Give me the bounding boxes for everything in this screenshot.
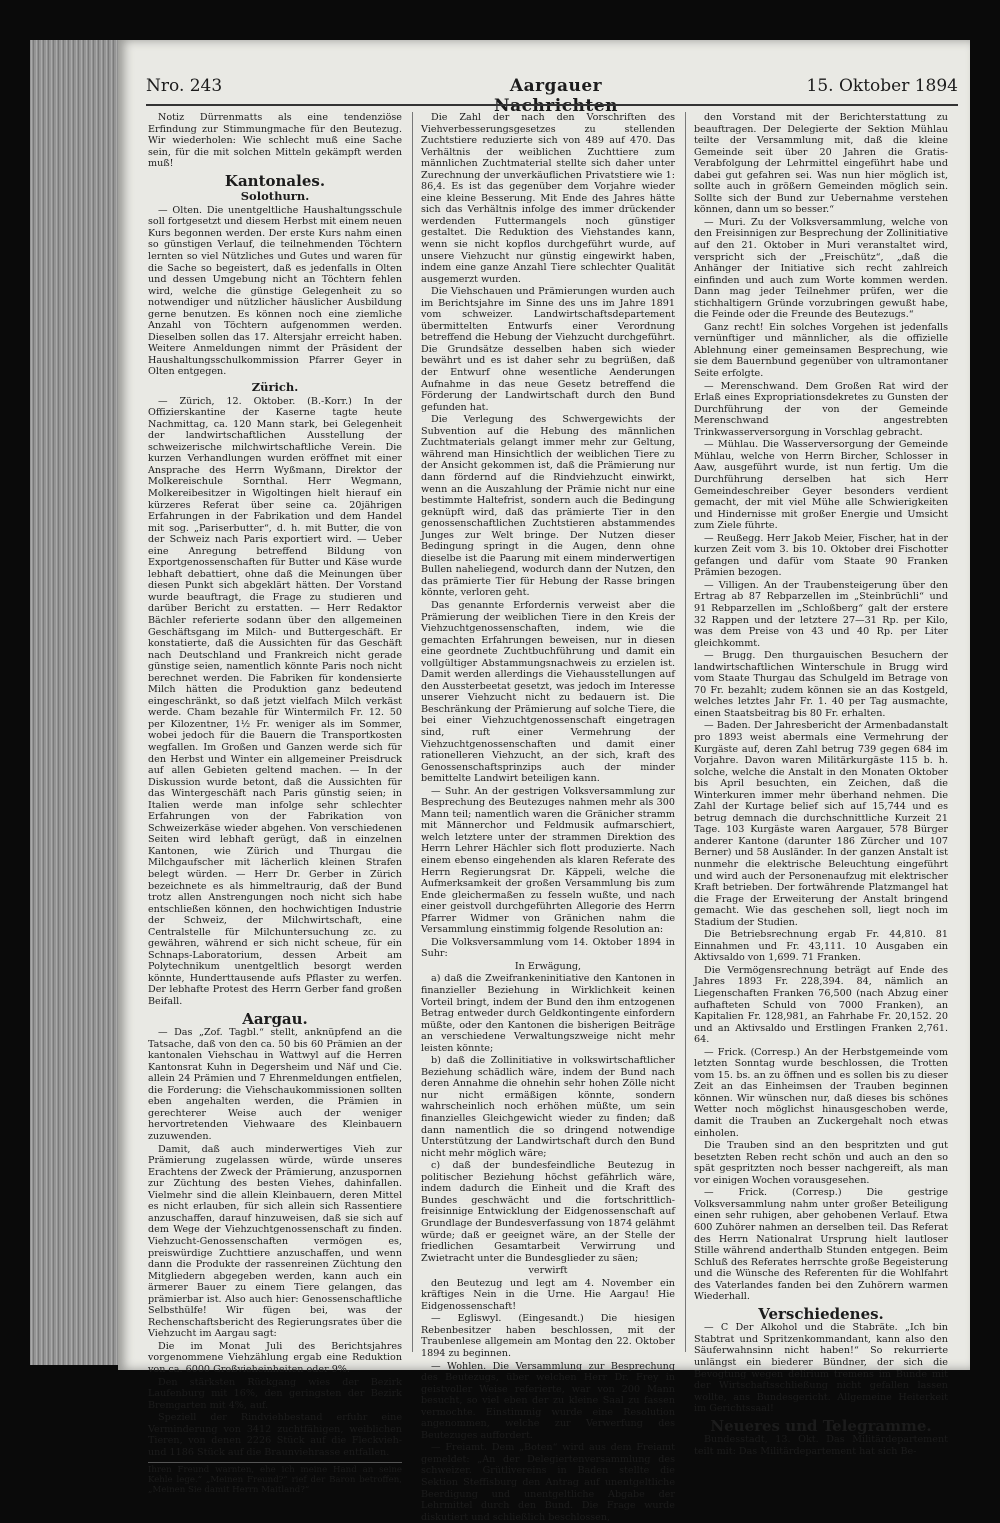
article-paragraph: — Reußegg. Herr Jakob Meier, Fischer, hat in der kurzen Zeit vom 3. bis 10. Oktober drei Fischotter gefangen und dafür vom Staate 90 Franken Prämien bezogen. <box>694 532 948 579</box>
article-paragraph: den Beutezug und legt am 4. November ein kräftiges Nein in die Urne. Hie Aargau! Hie Eidgenossenschaft! <box>421 1277 675 1312</box>
section-heading: Kantonales. <box>224 171 326 190</box>
article-paragraph: Speziell der Rindviehbestand erfuhr eine Verminderung von 3412 zuchtfähigen, weiblichen Tieren, von denen 2226 Stück auf die Fleckvieh- und 1186 Stück auf die Braunviehrasse entfallen. <box>148 1412 402 1458</box>
centered-line: verwirft <box>528 1265 568 1277</box>
masthead-title: Aargauer Nachrichten <box>494 76 618 116</box>
article-paragraph: Die Betriebsrechnung ergab Fr. 44,810. 81 Einnahmen und Fr. 43,111. 10 Ausgaben ein Aktivsaldo von 1,699. 71 Franken. <box>694 929 948 964</box>
article-paragraph: Die Volksversammlung vom 14. Oktober 1894 in Suhr: <box>421 936 675 960</box>
article-paragraph: Bundesstadt, 13. Okt. Das Militärdepartement teilt mit: Das Militärdepartement hat sich Be- <box>694 1434 948 1457</box>
section-heading: Aargau. <box>242 1009 308 1028</box>
article-paragraph: Die Trauben sind an den bespritzten und gut besetzten Reben recht schön und auch an den so spät gespritzten noch besser nachgereift, als man vor einigen Wochen vorausgesehen. <box>694 1140 948 1186</box>
article-paragraph: — Olten. Die unentgeltliche Haushaltungsschule soll fortgesetzt und diesem Herbst mit einem neuen Kurs begonnen werden. Der erste Kurs nahm einen so günstigen Verlauf, die teilnehmenden Töchtern lernten so viel Nützliches und Gutes und waren für die Sache so begeistert, daß es jedenfalls in Olten und dessen Umgebung nicht an Töchtern fehlen wird, welche die günstige Gelegenheit zu so notwendiger und nützlicher häuslicher Ausbildung gerne benutzen. Es können noch eine ziemliche Anzahl von Töchtern aufgenommen werden. Dieselben sollen das 17. Altersjahr erreicht haben. Weitere Anmeldungen nimmt der Präsident der Haushaltungsschulkommission Pfarrer Geyer in Olten entgegen. <box>148 204 402 378</box>
article-paragraph: — Merenschwand. Dem Großen Rat wird der Erlaß eines Expropriationsdekretes zu Gunsten der Durchführung der von der Gemeinde Merenschwand angestrebten Trinkwasserversorgung in Vorschlag gebracht. <box>694 380 948 438</box>
subsection-heading: Zürich. <box>251 380 299 395</box>
article-paragraph: Den stärksten Rückgang wies der Bezirk Laufenburg mit 16%, den geringsten der Bezirk Bremgarten mit 4%, auf. <box>148 1376 402 1411</box>
article-paragraph: — Frick. (Corresp.) An der Herbstgemeinde vom letzten Sonntag wurde beschlossen, die Trotten vom 15. bs. an zu öffnen und es sollen bis zu dieser Zeit an das Einheimsen der Trauben beginnen können. Wir wünschen nur, daß dieses bis schönes Wetter noch möglichst hinausgeschoben werde, damit die Trauben an Zuckergehalt noch etwas einholen. <box>694 1046 948 1139</box>
article-paragraph: — C Der Alkohol und die Stabräte. „Ich bin Stabtrat und Spritzenkommandant, kann also den Säuferwahnsinn nicht haben!“ So rekurrierte unlängst ein biederer Bündner, der sich die Bevogtung wegen delirium tremens im Bunde mit der Wirtschaftsschließung nicht gefallen lassen wollte, ans Bundesgericht. Allgemeine Heiterkeit im Gerichtssaal! <box>694 1322 948 1415</box>
newspaper-page <box>118 40 970 1523</box>
article-paragraph: — Villigen. An der Traubensteigerung über den Ertrag ab 87 Rebparzellen im „Steinbrüchli“ und 91 Rebparzellen im „Schloßberg“ galt der erstere 32 Rappen und der letztere 27—31 Rp. per Kilo, was dem Preise von 43 und 40 Rp. per Liter gleichkommt. <box>694 579 948 649</box>
article-paragraph: den Vorstand mit der Berichterstattung zu beauftragen. Der Delegierte der Sektion Mühlau teilte der Versammlung mit, daß die kleine Gemeinde seit über 20 Jahren die Gratis-Verabfolgung der Lehrmittel eingeführt habe und dabei gut gefahren sei. Was nun hier möglich ist, sollte auch in größern Gemeinden möglich sein. Sollte sich der Bund zur Uebernahme verstehen können, dann um so besser.“ <box>694 112 948 216</box>
article-paragraph: — Zürich, 12. Oktober. (B.-Korr.) In der Offizierskantine der Kaserne tagte heute Nachmittag, ca. 120 Mann stark, bei Gelegenheit der landwirtschaftlichen Ausstellung der schweizerische milchwirtschaftliche Verein. Die kurzen Verhandlungen wurden eröffnet mit einer Ansprache des Herrn Wyßmann, Direktor der Molkereischule Sornthal. Herr Wegmann, Molkereibesitzer in Wigoltingen hielt hierauf ein kürzeres Referat über seine ca. 20jährigen Erfahrungen in der Fabrikation und dem Handel mit sog. „Pariserbutter“, d. h. mit Butter, die von der Schweiz nach Paris exportiert wird. — Ueber eine Anregung betreffend Bildung von Exportgenossenschaften für Butter und Käse wurde lebhaft debattiert, ohne daß die Meinungen über diesen Punkt sich abgeklärt hätten. Der Vorstand wurde beauftragt, die Frage zu studieren und darüber Bericht zu erstatten. — Herr Redaktor Bächler referierte sodann über den allgemeinen Geschäftsgang im Milch- und Buttergeschäft. Er konstatierte, daß die Aussichten für das Geschäft nach Deutschland und Frankreich nicht gerade günstige seien, namentlich könnte Paris noch nicht berechnet werden. Die Fabriken für kondensierte Milch hätten die Produktion ganz bedeutend eingeschränkt, so daß jetzt vielfach Milch verkäst werde. Cham bezahle für Wintermilch Fr. 12. 50 per Kilozentner, 1½ Fr. weniger als im Sommer, wobei jedoch für die Bauern die Transportkosten wegfallen. Im Großen und Ganzen werde sich für den Herbst und Winter ein allgemeiner Preisdruck auf allen Gebieten geltend machen. — In der Diskussion wurde betont, daß die Aussichten für das Wintergeschäft nach Paris günstig seien; in Italien werde man infolge sehr schlechter Erfahrungen von der Fabrikation von Schweizerkäse wieder abgehen. Von verschiedenen Seiten wird lebhaft gerügt, daß in einzelnen Kantonen, wie Zürich und Thurgau die Milchgaufscher mit lächerlich kleinen Strafen belegt würden. — Herr Dr. Gerber in Zürich bezeichnete es als himmeltraurig, daß der Bund trotz allen Anstrengungen noch nicht sich habe entschließen können, den hochwichtigen Industrie der Schweiz, der Milchwirtschaft, eine Centralstelle für Milchuntersuchung zc. zu gewähren, während er sich nicht scheue, für ein Schnaps-Laboratorium, dessen Arbeit am Polytechnikum unentgeltlich besorgt werden könnte, Hunderttausende aufs Pflaster zu werfen. Der lebhafte Protest des Herrn Gerber fand großen Beifall. <box>148 395 402 1008</box>
article-paragraph: Die im Monat Juli des Berichtsjahres vorgenommene Viehzählung ergab eine Reduktion von ca. 6000 Großvieheinheiten oder 9%. <box>148 1340 402 1375</box>
article-paragraph: Das genannte Erfordernis verweist aber die Prämierung der weiblichen Tiere in den Kreis der Viehzuchtgenossenschaften, indem, wie die gemachten Erfahrungen beweisen, nur in diesen eine geordnete Zuchtbuchführung und damit ein vollgültiger Abstammungsnachweis zu erzielen ist. Damit werden allerdings die Viehausstellungen auf den Aussterbeetat gesetzt, was jedoch im Interesse unserer Viehzucht nicht zu bedauern ist. Die Beschränkung der Prämierung auf solche Tiere, die bei einer Viehzuchtgenossenschaft eingetragen sind, ruft einer Vermehrung der Viehzuchtgenossenschaften und damit einer rationelleren Viehzucht, an der sich, kraft des Genossenschaftsprinzips auch der minder bemittelte Landwirt beteiligen kann. <box>421 599 675 785</box>
footnote-text: Ihren Freund warnten, ehe ich meine Hand an seine Kehle lege.“ „Meinen Freund?“ rief der Baron betroffen, „Meinen Sie damit Herrn Maitland?“ <box>148 1465 402 1496</box>
feuilleton-footnote <box>148 1462 402 1495</box>
article-paragraph: c) daß der bundesfeindliche Beutezug in politischer Beziehung höchst gefährlich wäre, indem dadurch die Einheit und die Kraft des Bundes geschwächt und die fortschrittlich-freisinnige Entwicklung der Eidgenossenschaft auf Grundlage der Bundesverfassung von 1874 gelähmt würde; daß er geeignet wäre, an der Stelle der friedlichen Gesamtarbeit Verwirrung und Zwietracht unter die Bundesglieder zu säen; <box>421 1160 675 1264</box>
column-2 <box>421 112 675 1523</box>
column-divider <box>412 112 413 1352</box>
page-header <box>146 76 958 116</box>
article-paragraph: — Das „Zof. Tagbl.“ stellt, anknüpfend an die Tatsache, daß von den ca. 50 bis 60 Prämien an der kantonalen Viehschau in Wattwyl auf die Herren Kantonsrat Kuhn in Degersheim und Näf und Cie. allein 24 Prämien und 7 Ehrenmeldungen entfielen, die Forderung: die Viehschaukommissionen sollten eben angehalten werden, die Prämien in gerechterer Weise auch der weniger hervortretenden Viehwaare des Kleinbauern zuzuwenden. <box>148 1027 402 1143</box>
article-paragraph: — Brugg. Den thurgauischen Besuchern der landwirtschaftlichen Winterschule in Brugg wird vom Staate Thurgau das Schulgeld im Betrage von 70 Fr. bezahlt; zudem können sie an das Kostgeld, welches letztes Jahr Fr. 1. 40 per Tag ausmachte, einen Staatsbeitrag bis 80 Fr. erhalten. <box>694 650 948 719</box>
book-page-edges <box>30 40 125 1365</box>
article-paragraph: Die Verlegung des Schwergewichts der Subvention auf die Hebung des männlichen Zuchtmaterials gelangt immer mehr zur Geltung, während man Hinsichtlich der weiblichen Tiere zu der Ansicht gekommen ist, daß die Prämierung nur dann fördernd auf die Rindviehzucht einwirkt, wenn an die Auszahlung der Prämie nicht nur eine bestimmte Haltefrist, sondern auch die Bedingung geknüpft wird, daß das prämierte Tier in den genossenschaftlichen Zuchtstieren abstammendes Junges zur Welt bringe. Der Nutzen dieser Bedingung springt in die Augen, denn ohne dieselbe ist die Paarung mit einem minderwertigen Bullen naheliegend, wodurch dann der Nutzen, den das prämierte Tier für Hebung der Rasse bringen könnte, verloren geht. <box>421 414 675 599</box>
subsection-heading: Solothurn. <box>240 189 310 204</box>
article-paragraph: Die Viehschauen und Prämierungen wurden auch im Berichtsjahre im Sinne des uns im Jahre 1891 vom schweizer. Landwirtschaftsdepartement übermittelten Entwurfs einer Verordnung betreffend die Hebung der Viehzucht durchgeführt. Die Grundsätze desselben haben sich wieder bewährt und es ist daher sehr zu begrüßen, daß der Entwurf ohne wesentliche Aenderungen Aufnahme in das neue Gesetz betreffend die Förderung der Landwirtschaft durch den Bund gefunden hat. <box>421 286 675 413</box>
article-paragraph: — Mühlau. Die Wasserversorgung der Gemeinde Mühlau, welche von Herrn Bircher, Schlosser in Aaw, ausgeführt wurde, ist nun fertig. Um die Durchführung derselben hat sich Herr Gemeindeschreiber Geyer besonders verdient gemacht, der mit viel Mühe alle Schwierigkeiten und Hindernisse mit großer Energie und Umsicht zum Ziele führte. <box>694 439 948 532</box>
column-3 <box>694 112 948 1457</box>
column-1 <box>148 112 402 1496</box>
article-paragraph: — Suhr. An der gestrigen Volksversammlung zur Besprechung des Beutezuges nahmen mehr als 300 Mann teil; namentlich waren die Gränicher stramm mit Männerchor und Feldmusik aufmarschiert, welch letztere unter der strammen Direktion des Herrn Lehrer Hächler sich flott produzierte. Nach einem ebenso eingehenden als klaren Referate des Herrn Regierungsrat Dr. Käppeli, welche die Aufmerksamkeit der großen Versammlung bis zum Ende gleichermaßen zu fesseln wußte, und nach einer geistvoll durchgeführten Allegorie des Herrn Pfarrer Widmer von Gränichen nahm die Versammlung einstimmig folgende Resolution an: <box>421 785 675 936</box>
article-paragraph: Notiz Dürrenmatts als eine tendenziöse Erfindung zur Stimmungmache für den Beutezug. Wir wiederholen: Wie schlecht muß eine Sache sein, für die mit solchen Mitteln gekämpft werden muß! <box>148 112 402 170</box>
issue-date: 15. Oktober 1894 <box>806 76 958 96</box>
article-paragraph: Ganz recht! Ein solches Vorgehen ist jedenfalls vernünftiger und männlicher, als die offizielle Ablehnung einer gemeinsamen Besprechung, wie sie dem Bauernbund gegenüber von ultramontaner Seite erfolgte. <box>694 321 948 380</box>
article-paragraph: — Frick. (Corresp.) Die gestrige Volksversammlung nahm unter großer Beteiligung einen sehr ruhigen, aber gehobenen Verlauf. Etwa 600 Zuhörer nahmen an derselben teil. Das Referat des Herrn Nationalrat Ursprung hielt lautloser Stille während anderthalb Stunden entgegen. Beim Schluß des Referates herrschte große Begeisterung und die Wünsche des Referenten für die Wohlfahrt des Vaterlandes fanden bei den Zuhörern warmen Wiederhall. <box>694 1187 948 1303</box>
column-divider <box>685 112 686 1352</box>
section-heading: Verschiedenes. <box>758 1304 884 1323</box>
article-paragraph: — Egliswyl. (Eingesandt.) Die hiesigen Rebenbesitzer haben beschlossen, mit der Traubenlese allgemein am Montag den 22. Oktober 1894 zu beginnen. <box>421 1313 675 1359</box>
article-paragraph: Die Vermögensrechnung beträgt auf Ende des Jahres 1893 Fr. 228,394. 84, nämlich an Liegenschaften Franken 76,500 (nach Abzug einer aufhafteten Schuld von 7000 Franken), an Kapitalien Fr. 128,981, an Fahrhabe Fr. 20,152. 20 und an Aktivsaldo und Erstlingen Franken 2,761. 64. <box>694 964 948 1046</box>
article-paragraph: b) daß die Zollinitiative in volkswirtschaftlicher Beziehung schädlich wäre, indem der Bund nach deren Annahme die ohnehin sehr hohen Zölle nicht nur nicht ermäßigen könnte, sondern wahrscheinlich noch erhöhen müßte, um sein finanzielles Gleichgewicht wieder zu finden; daß dann namentlich die so dringend notwendige Unterstützung der Landwirtschaft durch den Bund nicht mehr möglich wäre; <box>421 1055 675 1159</box>
article-paragraph: — Freiamt. Dem „Boten“ wird aus dem Freiamt gemeldet: „An der Delegiertenversammlung des schweizer. Grütlivereins in Baden stellte die Sektion Steffisburg den Antrag auf unentgeltliche Beerdigung und unentgeltliche Abgabe der Lehrmittel durch den Bund. Die Frage wurde diskutiert und schließlich beschlossen, <box>421 1442 675 1523</box>
article-paragraph: Die Zahl der nach den Vorschriften des Viehverbesserungsgesetzes zu stellenden Zuchtstiere reduzierte sich von 489 auf 470. Das Verhältnis der weiblichen Zuchttiere zum männlichen Zuchtmaterial stellte sich daher unter Zurechnung der unverkäuflichen Privatstiere wie 1: 86,4. Es ist das gegenüber dem Vorjahre wieder eine kleine Besserung. Mit Ende des Jahres hätte sich das Verhältnis infolge des immer drückender werdenden Futtermangels noch günstiger gestaltet. Die Reduktion des Viehstandes kann, wenn sie nicht kopflos durchgeführt wurde, auf unsere Viehzucht nur günstig eingewirkt haben, indem eine ganze Anzahl Tiere schlechter Qualität ausgemerzt wurden. <box>421 112 675 285</box>
header-rule <box>146 104 958 106</box>
article-paragraph: — Muri. Zu der Volksversammlung, welche von den Freisinnigen zur Besprechung der Zollinitiative auf den 21. Oktober in Muri veranstaltet wird, verspricht sich der „Freischütz“, „daß die Anhänger der Initiative sich recht zahlreich einfinden und auch zum Worte kommen werden. Dann mag jeder Teilnehmer prüfen, wer die stichhaltigern Gründe vorzubringen gewußt habe, die Feinde oder die Freunde des Beutezugs.“ <box>694 216 948 321</box>
article-paragraph: a) daß die Zweifrankeninitiative den Kantonen in finanzieller Beziehung in Wirklichkeit keinen Vorteil bringt, indem der Bund den ihm entzogenen Betrag entweder durch Geldkontingente einfordern müßte, oder den Kantonen die bisherigen Beiträge an verschiedene Verwaltungszweige nicht mehr leisten könnte; <box>421 973 675 1054</box>
centered-line: In Erwägung, <box>514 960 582 972</box>
article-paragraph: Damit, daß auch minderwertiges Vieh zur Prämierung zugelassen würde, würde unseres Erachtens der Zweck der Prämierung, anzuspornen zur Züchtung des besten Viehes, dahinfallen. Vielmehr sind die allein Kleinbauern, deren Mittel es nicht erlauben, für sich allein sich Rassentiere anzuschaffen, darauf hinzuweisen, daß sie sich auf dem Wege der Viehzuchtgenossenschaft zu finden. Viehzucht-Genossenschaften vermögen es, preiswürdige Zuchttiere anzuschaffen, und wenn dann die Produkte der rassenreinen Züchtung den Mitgliedern abgegeben werden, kann auch ein ärmerer Bauer zu einem Tiere gelangen, das prämierbar ist. Also auch hier: Genossenschaftliche Selbsthülfe! Wir fügen bei, was der Rechenschaftsbericht des Regierungsrates über die Viehzucht im Aargau sagt: <box>148 1143 402 1340</box>
article-paragraph: — Baden. Der Jahresbericht der Armenbadanstalt pro 1893 weist abermals eine Vermehrung der Kurgäste auf, deren Zahl betrug 739 gegen 684 im Vorjahre. Davon waren Militärkurgäste 115 b. h. solche, welche die Anstalt in den Monaten Oktober bis April besuchten, ein Zeichen, daß die Winterkuren immer mehr überhand nehmen. Die Zahl der Kurtage belief sich auf 15,744 und es betrug demnach die durchschnittliche Kurzeit 21 Tage. 103 Kurgäste waren Aargauer, 578 Bürger anderer Kantone (darunter 186 Zürcher und 107 Berner) und 58 Ausländer. In der ganzen Anstalt ist nunmehr die elektrische Beleuchtung eingeführt und wird auch der Personenaufzug mit elektrischer Kraft betrieben. Der fortwährende Platzmangel hat die Frage der Erweiterung der Anstalt bringend gemacht. Wie das geschehen soll, liegt noch im Stadium der Studien. <box>694 720 948 928</box>
issue-number: Nro. 243 <box>146 76 223 96</box>
article-paragraph: — Wohlen. Die Versammlung zur Besprechung des Beutezugs, über welchen Herr Dr. Frey in geistvoller Weise referierte, war von 200 Mann besucht, so viel eben der zu kleine Saal zu fassen vermochte. Einstimmig wurde eine Resolution angenommen, welche zur Verwerfung des Beutezuges auffordert. <box>421 1360 675 1441</box>
section-heading: Neueres und Telegramme. <box>710 1416 932 1435</box>
